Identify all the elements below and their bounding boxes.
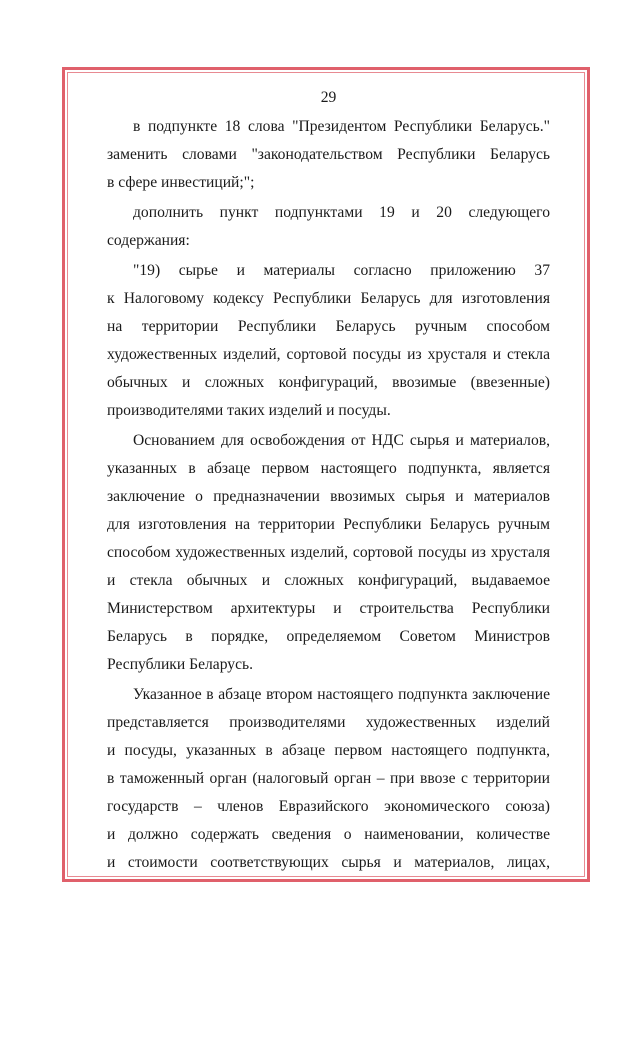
text-line: содержания: [107,232,190,249]
page-number: 29 [320,89,337,106]
text-line: Республики Беларусь. [107,656,254,673]
text-line: способом художественных изделий, сортовой посуды из хрусталя [107,544,550,561]
text-line: в подпункте 18 слова "Президентом Республики Беларусь." [133,118,550,135]
text-line: дополнить пункт подпунктами 19 и 20 следующего [133,204,550,221]
text-line: "19) сырье и материалы согласно приложению 37 [133,262,550,279]
text-line: художественных изделий, сортовой посуды из хрусталя и стекла [107,346,550,363]
text-line: производителями таких изделий и посуды. [107,402,391,419]
text-line: Беларусь в порядке, определяемом Советом Министров [107,628,550,645]
text-line: заключение о предназначении ввозимых сырья и материалов [107,488,550,505]
text-line: и стекла обычных и сложных конфигураций, выдаваемое [107,572,550,589]
text-line: в таможенный орган (налоговый орган – при ввозе с территории [107,770,550,787]
paragraph-2 [107,199,550,255]
text-line: государств – членов Евразийского экономического союза) [107,798,550,815]
text-line: и должно содержать сведения о наименовании, количестве [107,826,550,843]
text-line: указанных в абзаце первом настоящего подпункта, является [107,460,550,477]
text-line: и стоимости соответствующих сырья и материалов, лицах, [107,854,550,871]
text-line: на территории Республики Беларусь ручным способом [107,318,550,335]
text-line: к Налоговому кодексу Республики Беларусь для изготовления [107,290,550,307]
paragraph-1 [107,113,550,197]
text-line: и посуды, указанных в абзаце первом настоящего подпункта, [107,742,550,759]
text-line: для изготовления на территории Республики Беларусь ручным [107,516,550,533]
text-line: Указанное в абзаце втором настоящего подпункта заключение [133,686,550,703]
text-line: заменить словами "законодательством Республики Беларусь [107,146,550,163]
paragraph-4 [107,427,550,679]
text-line: Основанием для освобождения от НДС сырья и материалов, [133,432,550,449]
text-line: представляется производителями художественных изделий [107,714,550,731]
text-line: Министерством архитектуры и строительства Республики [107,600,550,617]
paragraph-5 [107,681,550,877]
text-line: в сфере инвестиций;"; [107,174,255,191]
document-body [107,84,550,879]
text-line: обычных и сложных конфигураций, ввозимые (ввезенные) [107,374,550,391]
paragraph-3 [107,257,550,425]
